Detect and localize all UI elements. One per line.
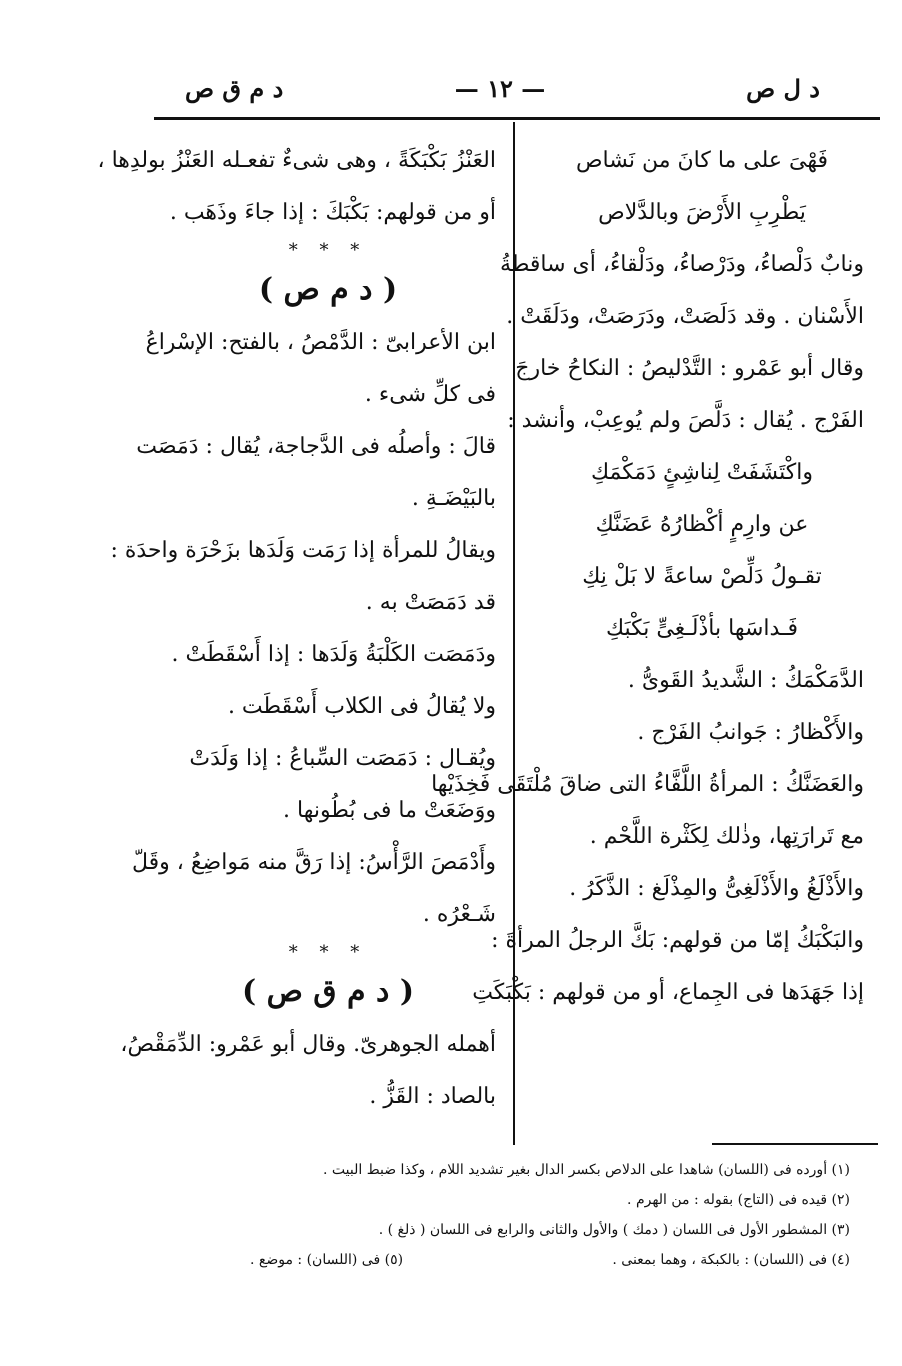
text-line: شَـعْرُه . [422, 902, 496, 927]
verse-line: تقـولُ دَلِّصْ ساعةً لا بَلْ نِكِ [582, 564, 822, 589]
text-line: ولا يُقالُ فى الكلاب أَسْقَطَت . [227, 694, 496, 719]
footnote: (٤) فى (اللسان) : بالكبكة ، وهما بمعنى . [612, 1252, 850, 1268]
verse-line: يَطْرِبِ الأَرْضَ وبالدَّلاص [598, 200, 806, 225]
verse-line: عن وارِمٍ أكْظارُهُ عَضَنَّكِ [595, 512, 809, 537]
footnote: (٣) المشطور الأول فى اللسان ( دمك ) والأول والثانى والرابع فى اللسان ( ذلغ ) . [378, 1222, 850, 1238]
left-column [97, 135, 496, 1123]
text-line: قالَ : وأصلُه فى الدَّجاجة، يُقال : دَمَصَت [136, 434, 496, 459]
text-line: ابن الأعرابىّ : الدَّمْصُ ، بالفتح: الإسْراعُ [145, 330, 496, 355]
page-number: — ١٢ — [454, 74, 546, 103]
text-line: ووَضَعَتْ ما فى بُطُونها . [283, 798, 496, 823]
text-line: فى كلِّ شىء . [364, 382, 496, 407]
text-line: قد دَمَصَتْ به . [365, 590, 496, 615]
verse-line: واكْتَشَفَتْ لِناشِئٍ دَمَكْمَكِ [591, 460, 813, 485]
section-title-dmqs: ( د م ق ص ) [241, 974, 415, 1009]
verse-line: فَهْىَ على ما كانَ من نَشاص [575, 148, 829, 173]
text-line: والأَكْظارُ : جَوانبُ الفَرْج . [637, 720, 864, 745]
footnote-row [250, 1245, 850, 1275]
footnote: (٢) قيده فى (التاج) بقوله : من الهرم . [627, 1192, 850, 1208]
footnote: (١) أورده فى (اللسان) شاهدا على الدلاص بكسر الدال بغير تشديد اللام ، وكذا ضبط البيت . [323, 1162, 850, 1178]
section-separator: * * * [288, 942, 368, 963]
header-divider [154, 117, 880, 120]
text-line: الأَسْنان . وقد دَلَصَتْ، ودَرَصَتْ، ودَلَقَتْ . [506, 304, 864, 329]
header-root-right: د ل ص [746, 74, 820, 103]
text-line: الفَرْج . يُقال : دَلَّصَ ولم يُوعِبْ، وأنشد : [507, 408, 864, 433]
text-line: وقال أبو عَمْرو : التَّدْليصُ : النكاحُ خارجَ [515, 356, 864, 381]
text-line: وأَدْمَصَ الرَّأْسُ: إذا رَقَّ منه مَواضِعُ ، وقَلّ [131, 850, 496, 875]
text-line: والأَذْلَغُ والأَذْلَغِىُّ والمِذْلَغ : الذَّكَرُ . [569, 876, 864, 901]
header-root-left: د م ق ص [185, 74, 284, 103]
text-line: ونابٌ دَلْصاءُ، ودَرْصاءُ، ودَلْقاءُ، أى ساقطةُ [500, 252, 864, 277]
verse-line: فَـداسَها بأذْلَـغِىٍّ بَكْبَكِ [605, 616, 799, 641]
text-line: مع تَرارَتِها، وذٰلك لِكَثْرة اللَّحْم . [589, 824, 864, 849]
text-line: أو من قولهم: بَكْبَكَ : إذا جاءَ وذَهَب . [169, 200, 496, 225]
section-title-dms: ( د م ص ) [258, 272, 398, 307]
section-separator: * * * [288, 240, 368, 261]
text-line: والبَكْبَكُ إمّا من قولهم: بَكَّ الرجلُ المرأةَ : [491, 928, 864, 953]
text-line: بالبَيْضَـةِ . [411, 486, 496, 511]
footnote: (٥) فى (اللسان) : موضع . [250, 1252, 404, 1268]
text-line: أهمله الجوهرىّ. وقال أبو عَمْرو: الدِّمَقْصُ، [120, 1032, 496, 1057]
text-line: ويُقـال : دَمَصَت السِّباعُ : إذا وَلَدَتْ [189, 746, 496, 771]
text-line: والعَضَنَّكُ : المرأةُ اللَّفَّاءُ التى ضاقَ مُلْتَقَى فَخِذَيْها [431, 772, 864, 797]
text-line: بالصاد : القَزُّ . [369, 1084, 496, 1109]
text-line: إذا جَهَدَها فى الجِماع، أو من قولهم : بَكْبَكَتِ [472, 980, 864, 1005]
footnotes [250, 1155, 850, 1275]
text-line: ودَمَصَت الكَلْبَةُ وَلَدَها : إذا أَسْقَطَتْ . [171, 642, 496, 667]
text-line: الدَّمَكْمَكُ : الشَّديدُ القَوىُّ . [627, 668, 864, 693]
text-line: العَنْزُ بَكْبَكَةً ، وهى شىءٌ تفعـله العَنْزُ بولدِها ، [97, 148, 496, 173]
page-header [150, 70, 850, 110]
footnote-divider [712, 1143, 878, 1145]
text-line: ويقالُ للمرأة إذا رَمَت وَلَدَها بزَحْرَة واحدَة : [110, 538, 496, 563]
